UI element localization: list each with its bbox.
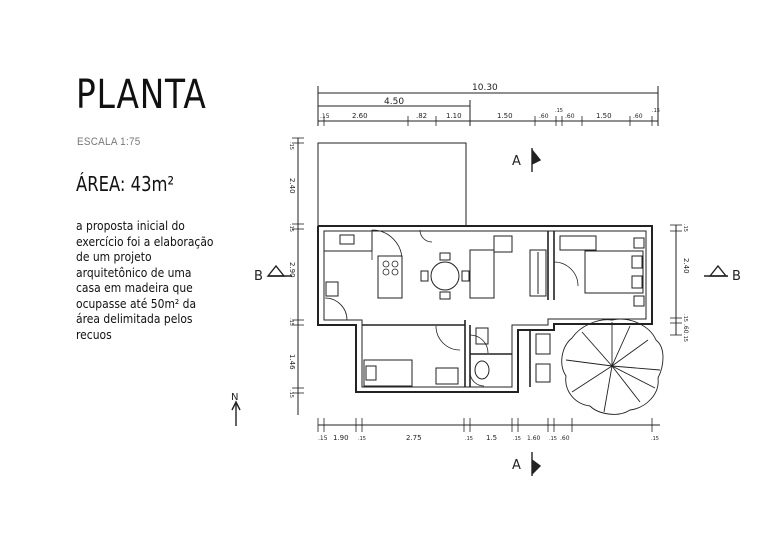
- svg-text:2.40: 2.40: [288, 178, 296, 194]
- svg-text:.15: .15: [682, 224, 688, 232]
- toilet: [476, 328, 488, 344]
- section-a-top-label: A: [512, 154, 521, 169]
- page-title: PLANTA: [76, 72, 207, 118]
- svg-text:.15: .15: [682, 334, 688, 342]
- svg-text:1.50: 1.50: [497, 112, 513, 120]
- area-label: ÁREA: 43m²: [76, 172, 175, 196]
- svg-text:1.60: 1.60: [527, 435, 541, 442]
- svg-text:.15: .15: [288, 390, 294, 398]
- svg-text:.60: .60: [565, 113, 575, 120]
- dining-table: [431, 262, 459, 290]
- double-bed: [585, 251, 643, 293]
- sofa: [470, 250, 494, 298]
- kitchen-island: [378, 256, 402, 298]
- svg-text:2.60: 2.60: [352, 112, 368, 120]
- svg-text:.15: .15: [682, 314, 688, 322]
- svg-text:1.5: 1.5: [486, 434, 498, 442]
- svg-text:.15: .15: [651, 436, 659, 442]
- single-bed: [364, 360, 412, 386]
- kitchen-sink-counter: [324, 231, 372, 251]
- svg-text:1.90: 1.90: [333, 434, 349, 442]
- dim-sub-label: 4.50: [384, 97, 405, 107]
- section-b-left-label: B: [254, 269, 263, 284]
- section-b-right-marker: [710, 266, 726, 276]
- svg-text:.15: .15: [652, 108, 660, 114]
- north-label: N: [231, 392, 239, 403]
- svg-text:2.75: 2.75: [406, 434, 422, 442]
- svg-text:.60: .60: [539, 113, 549, 120]
- svg-text:.15: .15: [465, 436, 473, 442]
- wardrobe: [560, 236, 596, 250]
- svg-text:2.40: 2.40: [682, 258, 690, 274]
- svg-text:.15: .15: [549, 436, 557, 442]
- fridge: [326, 282, 338, 296]
- washbasin: [536, 334, 550, 354]
- svg-text:.15: .15: [318, 435, 328, 442]
- svg-text:.60: .60: [633, 113, 643, 120]
- svg-text:1.46: 1.46: [288, 354, 296, 370]
- armchair: [494, 236, 512, 252]
- svg-text:.15: .15: [320, 113, 330, 120]
- project-description: a proposta inicial do exercício foi a elaboração de um projeto arquitetônico de uma casa em madeira que ocupasse até 50m² da área delimitada pelos recuos: [76, 218, 214, 342]
- section-b-left-marker: [268, 266, 284, 276]
- desk: [436, 368, 458, 384]
- interior-walls: [362, 231, 554, 387]
- deck-area: [318, 143, 466, 226]
- svg-text:.60: .60: [560, 435, 570, 442]
- svg-text:1.50: 1.50: [596, 112, 612, 120]
- svg-text:.15: .15: [358, 436, 366, 442]
- svg-text:.15: .15: [288, 142, 294, 150]
- svg-text:1.10: 1.10: [446, 112, 462, 120]
- svg-text:.60: .60: [682, 324, 689, 334]
- scale-label: ESCALA 1:75: [77, 136, 141, 148]
- svg-text:.15: .15: [288, 318, 294, 326]
- section-b-right-label: B: [732, 269, 741, 284]
- svg-text:.15: .15: [555, 108, 563, 114]
- section-a-bottom-label: A: [512, 458, 521, 473]
- svg-text:2.90: 2.90: [288, 262, 296, 278]
- tree-symbol: [562, 319, 663, 414]
- svg-text:.15: .15: [288, 224, 294, 232]
- svg-text:.82: .82: [416, 112, 428, 120]
- dim-total-label: 10.30: [472, 83, 498, 93]
- door-swings: [325, 230, 578, 386]
- svg-text:.15: .15: [513, 436, 521, 442]
